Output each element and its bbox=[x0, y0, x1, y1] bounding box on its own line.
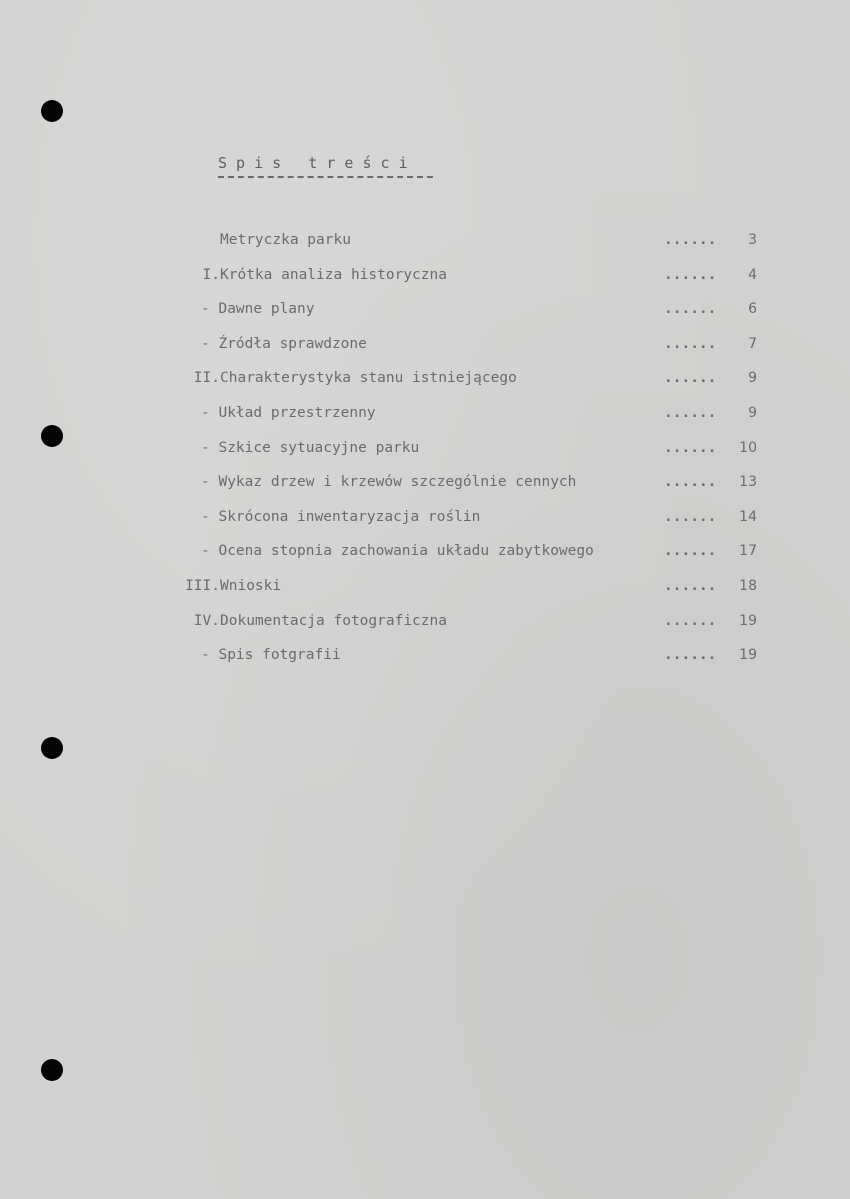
toc-leader-dots: ...... bbox=[664, 301, 717, 318]
toc-leader-dots: ...... bbox=[664, 370, 717, 387]
toc-entry-label: Ocena stopnia zachowania układu zabytkowego bbox=[218, 543, 594, 560]
toc-entry-title: Charakterystyka stanu istniejącego bbox=[220, 370, 517, 387]
toc-entry-dash: - bbox=[201, 543, 210, 560]
toc-leader-dots: ...... bbox=[664, 647, 717, 664]
toc-page-number: 10 bbox=[739, 439, 757, 456]
toc-leader-dots: ...... bbox=[664, 439, 717, 456]
toc-entry-dash: - bbox=[201, 439, 210, 456]
toc-entry bbox=[0, 297, 850, 321]
toc-entry-title bbox=[201, 539, 594, 563]
toc-page-number: 14 bbox=[739, 508, 757, 525]
page-title: S p i s t r e ś c i bbox=[218, 154, 408, 172]
toc-page-number: 13 bbox=[739, 474, 757, 491]
toc-entry bbox=[0, 366, 850, 390]
toc-page-number: 19 bbox=[739, 647, 757, 664]
title-underline bbox=[218, 176, 433, 178]
punch-hole bbox=[41, 737, 63, 759]
toc-entry bbox=[0, 228, 850, 252]
toc-entry bbox=[0, 332, 850, 356]
toc-entry-title: Wnioski bbox=[220, 578, 282, 594]
toc-entry-number: IV. bbox=[193, 612, 220, 629]
toc-entry bbox=[0, 401, 850, 425]
toc-entry bbox=[0, 643, 850, 667]
toc-entry-dash: - bbox=[201, 301, 210, 318]
toc-entry-title bbox=[201, 401, 376, 425]
toc-leader-dots: ...... bbox=[664, 474, 717, 491]
toc-page-number: 3 bbox=[748, 232, 757, 248]
toc-entry-label: Źródła sprawdzone bbox=[218, 335, 367, 352]
toc-page-number: 6 bbox=[748, 301, 757, 318]
toc-leader-dots: ...... bbox=[664, 335, 717, 352]
toc-entry-title: Dokumentacja fotograficzna bbox=[220, 612, 447, 629]
toc-leader-dots: ...... bbox=[664, 508, 717, 525]
toc-page-number: 17 bbox=[739, 543, 757, 560]
punch-hole bbox=[41, 1059, 63, 1081]
toc-entry-label: Szkice sytuacyjne parku bbox=[218, 439, 420, 456]
toc-entry-dash: - bbox=[201, 508, 210, 525]
toc-entry-label: Układ przestrzenny bbox=[218, 405, 376, 421]
toc-leader-dots: ...... bbox=[664, 405, 717, 421]
toc-page-number: 18 bbox=[739, 578, 757, 594]
toc-entry bbox=[0, 263, 850, 287]
toc-entry-dash: - bbox=[201, 335, 210, 352]
toc-leader-dots: ...... bbox=[664, 266, 717, 283]
toc-entry bbox=[0, 609, 850, 633]
toc-entry-title bbox=[201, 332, 367, 356]
toc-page-number: 7 bbox=[748, 335, 757, 352]
toc-page-number: 9 bbox=[748, 370, 757, 387]
toc-entry-title bbox=[201, 436, 419, 460]
toc-page-number: 4 bbox=[748, 266, 757, 283]
toc-page-number: 9 bbox=[748, 405, 757, 421]
toc-entry-dash: - bbox=[201, 474, 210, 491]
toc-entry-label: Dawne plany bbox=[218, 301, 315, 318]
toc-entry-label: Spis fotgrafii bbox=[218, 647, 341, 664]
toc-entry-number: III. bbox=[185, 578, 220, 594]
toc-entry-title bbox=[201, 505, 480, 529]
toc-leader-dots: ...... bbox=[664, 612, 717, 629]
toc-entry bbox=[0, 539, 850, 563]
toc-entry-title: Metryczka parku bbox=[220, 232, 351, 248]
toc-entry-label: Wykaz drzew i krzewów szczególnie cennych bbox=[218, 474, 577, 491]
toc-entry-title bbox=[201, 643, 341, 667]
toc-entry-dash: - bbox=[201, 405, 210, 421]
toc-entry-title: Krótka analiza historyczna bbox=[220, 266, 447, 283]
toc-leader-dots: ...... bbox=[664, 232, 717, 248]
toc-entry-label: Skrócona inwentaryzacja roślin bbox=[218, 508, 481, 525]
toc-entry bbox=[0, 574, 850, 598]
punch-hole bbox=[41, 100, 63, 122]
toc-entry-title bbox=[201, 297, 315, 321]
toc-page-number: 19 bbox=[739, 612, 757, 629]
toc-entry-title bbox=[201, 470, 576, 494]
toc-leader-dots: ...... bbox=[664, 543, 717, 560]
toc-entry bbox=[0, 470, 850, 494]
toc-entry bbox=[0, 436, 850, 460]
toc-entry-dash: - bbox=[201, 647, 210, 664]
toc-entry-number: I. bbox=[202, 266, 220, 283]
toc-leader-dots: ...... bbox=[664, 578, 717, 594]
toc-entry-number: II. bbox=[193, 370, 220, 387]
toc-entry bbox=[0, 505, 850, 529]
